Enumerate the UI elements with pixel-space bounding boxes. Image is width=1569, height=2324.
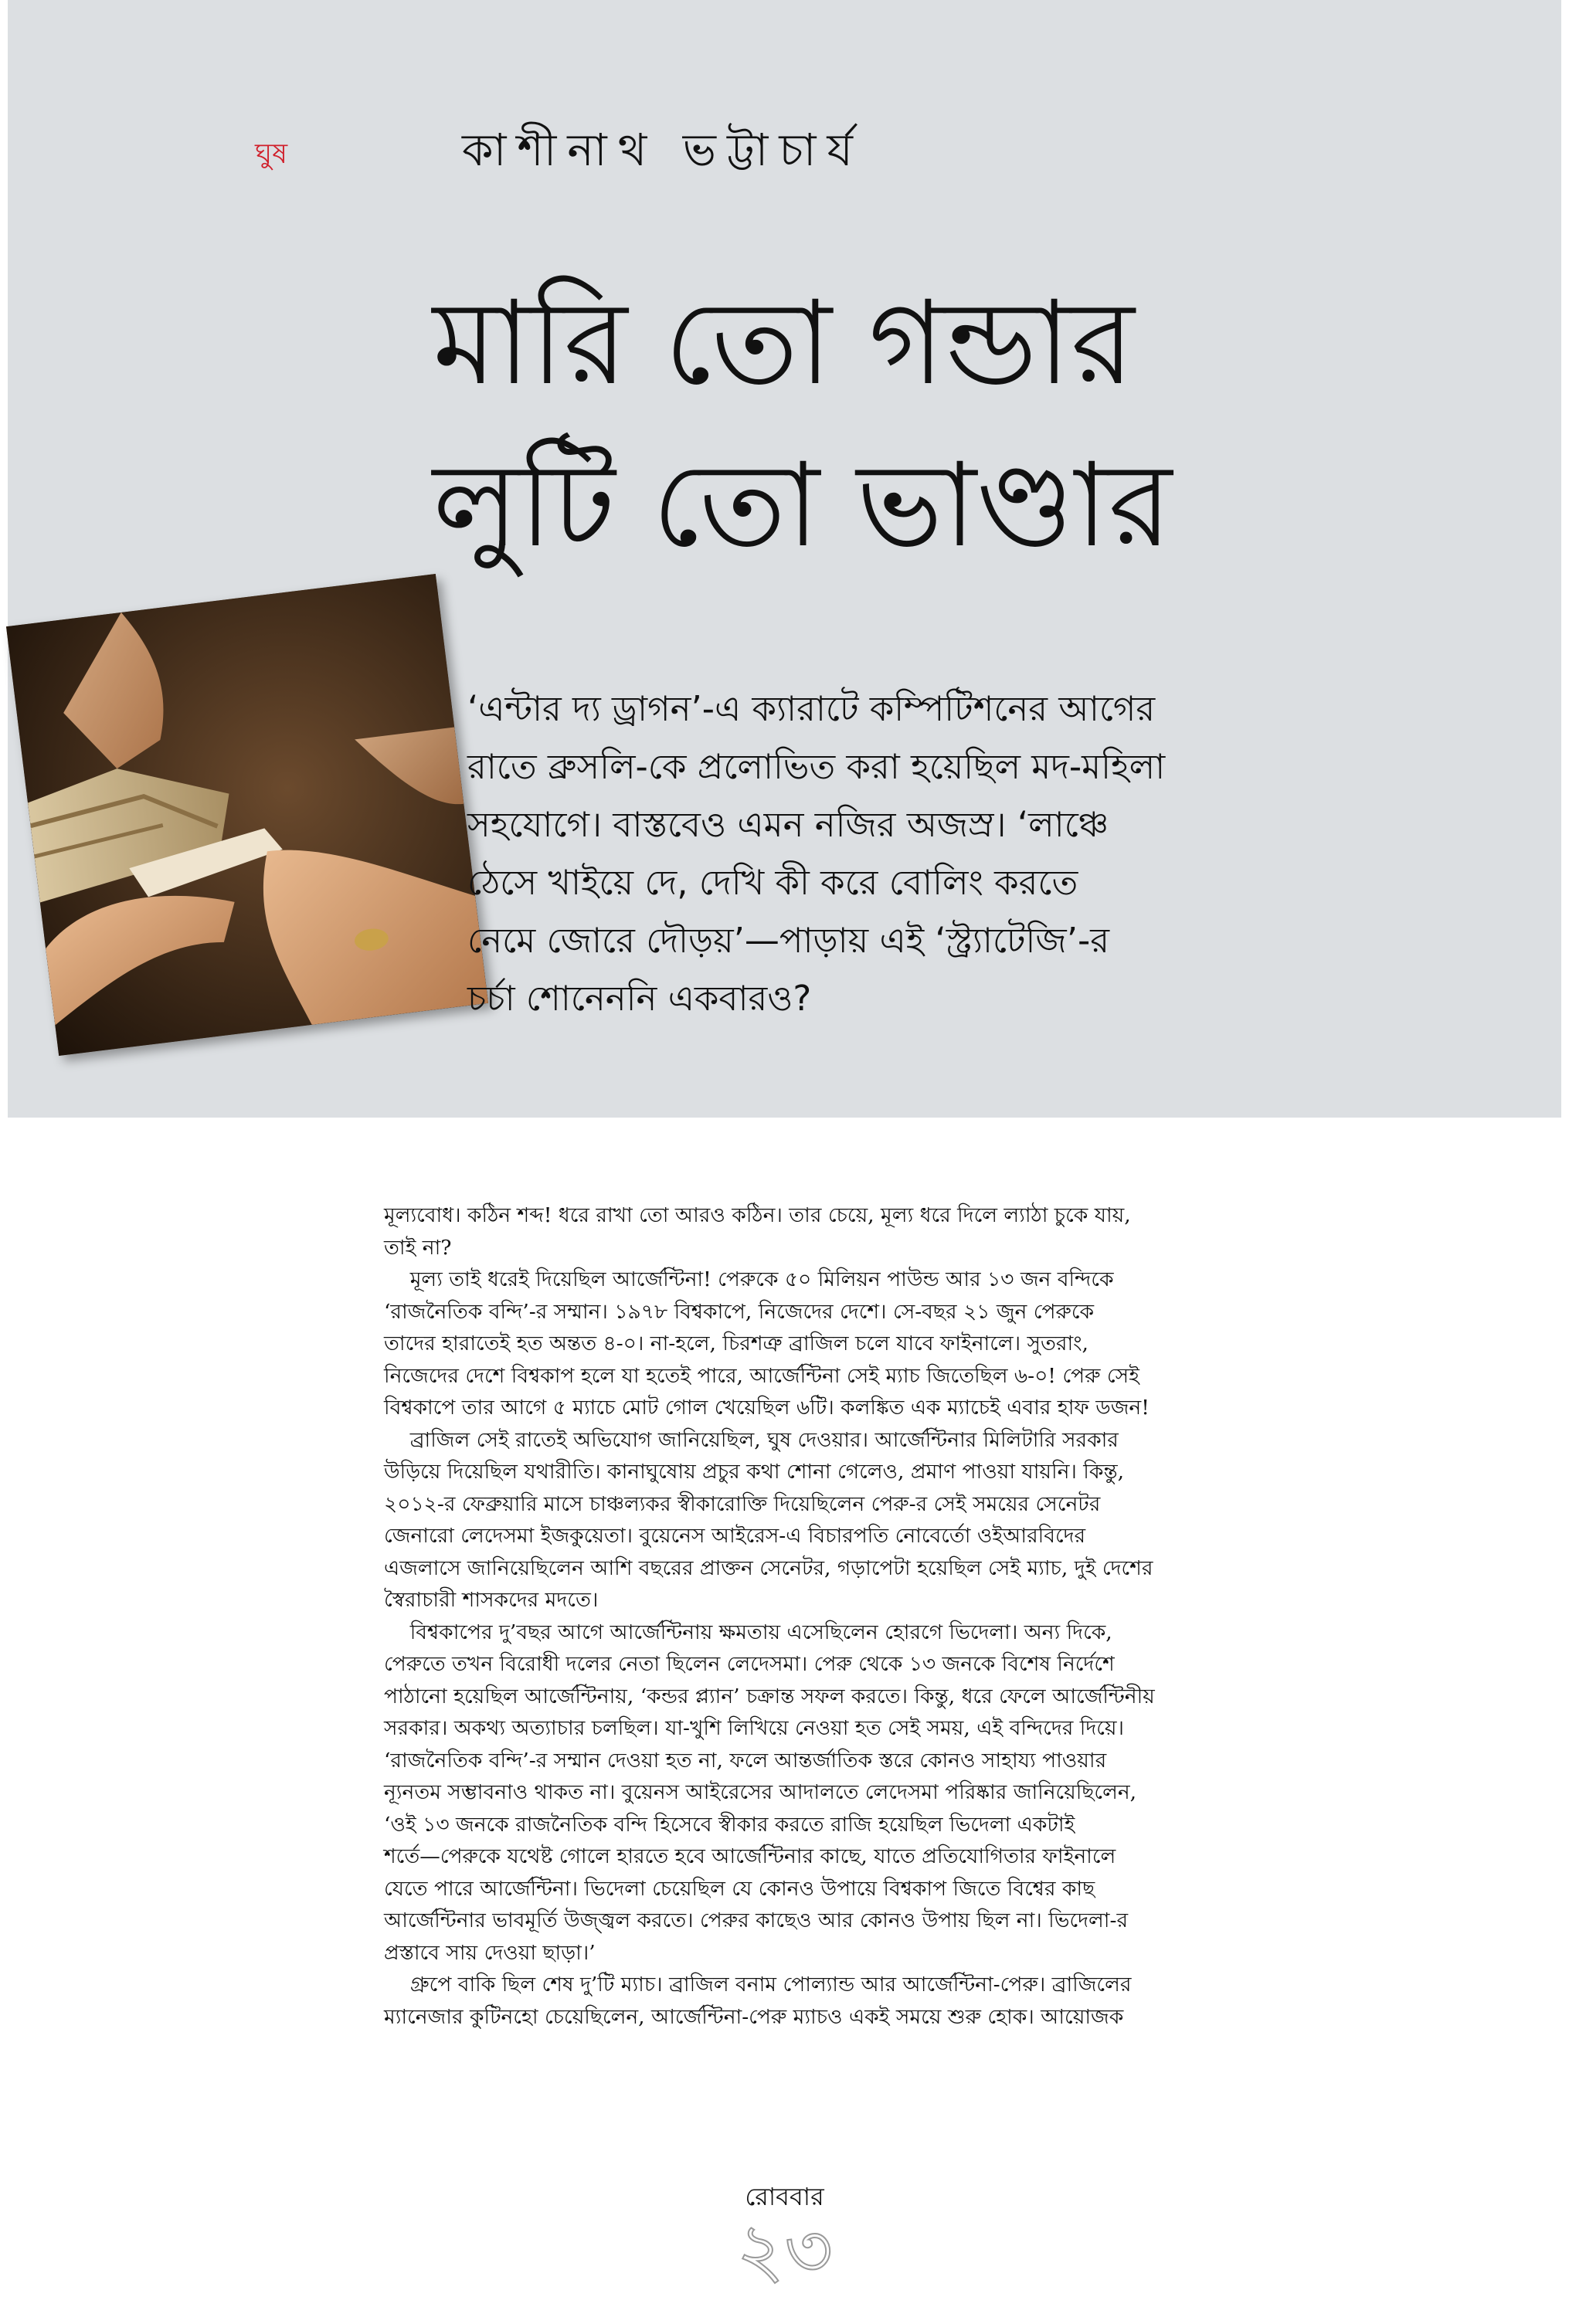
author-name: কাশীনাথ ভট্টাচার্য xyxy=(462,124,864,176)
body-line: এজলাসে জানিয়েছিলেন আশি বছরের প্রাক্তন সেনেটর, গড়াপেটা হয়েছিল সেই ম্যাচ, দুই দেশের xyxy=(384,1556,1153,1580)
headline-line: লুটি তো ভাণ্ডার xyxy=(433,439,1173,573)
standfirst-line: ঠেসে খাইয়ে দে, দেখি কী করে বোলিং করতে xyxy=(467,862,1078,903)
page-number: ২৩ xyxy=(736,2207,833,2294)
body-line: ব্রাজিল সেই রাতেই অভিযোগ জানিয়েছিল, ঘুষ দেওয়ার। আর্জেন্টিনার মিলিটারি সরকার xyxy=(384,1427,1119,1452)
body-line: ‘ওই ১৩ জনকে রাজনৈতিক বন্দি হিসেবে স্বীকার করতে রাজি হয়েছিল ভিদেলা একটাই xyxy=(384,1812,1075,1837)
body-line: স্বৈরাচারী শাসকদের মদতে। xyxy=(384,1588,599,1612)
standfirst-line: চর্চা শোনেননি একবারও? xyxy=(467,978,812,1019)
footer-magazine-name: রোববার xyxy=(745,2182,824,2211)
body-line: যেতে পারে আর্জেন্টিনা। ভিদেলা চেয়েছিল যে কোনও উপায়ে বিশ্বকাপ জিতে বিশ্বের কাছ xyxy=(384,1876,1095,1901)
body-line: আর্জেন্টিনার ভাবমূর্তি উজ্জ্বল করতে। পেরুর কাছেও আর কোনও উপায় ছিল না। ভিদেলা-র xyxy=(384,1908,1129,1932)
standfirst-line: সহযোগে। বাস্তবেও এমন নজির অজস্র। ‘লাঞ্চে xyxy=(467,804,1109,845)
body-line: ‘রাজনৈতিক বন্দি’-র সম্মান। ১৯৭৮ বিশ্বকাপে, নিজেদের দেশে। সে-বছর ২১ জুন পেরুকে xyxy=(384,1299,1095,1324)
body-line: বিশ্বকাপের দু’বছর আগে আর্জেন্টিনায় ক্ষমতায় এসেছিলেন হোরগে ভিদেলা। অন্য দিকে, xyxy=(384,1620,1112,1644)
headline xyxy=(433,263,1437,587)
body-line: উড়িয়ে দিয়েছিল যথারীতি। কানাঘুষোয় প্রচুর কথা শোনা গেলেও, প্রমাণ পাওয়া যায়নি। কিন্তু, xyxy=(384,1460,1125,1484)
body-line: ন্যূনতম সম্ভাবনাও থাকত না। বুয়েনস আইরেসের আদালতে লেদেসমা পরিষ্কার জানিয়েছিলেন, xyxy=(384,1780,1137,1804)
body-line: গ্রুপে বাকি ছিল শেষ দু’টি ম্যাচ। ব্রাজিল বনাম পোল্যান্ড আর আর্জেন্টিনা-পেরু। ব্রাজিলের xyxy=(384,1973,1132,1997)
body-line: ম্যানেজার কুটিনহো চেয়েছিলেন, আর্জেন্টিনা-পেরু ম্যাচও একই সময়ে শুরু হোক। আয়োজক xyxy=(384,2004,1124,2029)
body-line: বিশ্বকাপে তার আগে ৫ ম্যাচে মোট গোল খেয়েছিল ৬টি। কলঙ্কিত এক ম্যাচেই এবার হাফ ডজন! xyxy=(384,1396,1150,1420)
article-body xyxy=(384,1199,1303,2033)
body-line: মূল্য তাই ধরেই দিয়েছিল আর্জেন্টিনা! পেরুকে ৫০ মিলিয়ন পাউন্ড আর ১৩ জন বন্দিকে xyxy=(384,1267,1114,1291)
money-exchange-photo xyxy=(6,574,488,1056)
body-line: জেনারো লেদেসমা ইজকুয়েতা। বুয়েনেস আইরেস-এ বিচারপতি নোবের্তো ওইআরবিদের xyxy=(384,1524,1086,1548)
body-line: তাদের হারাতেই হত অন্তত ৪-০। না-হলে, চিরশত্রু ব্রাজিল চলে যাবে ফাইনালে। সুতরাং, xyxy=(384,1332,1088,1355)
body-line: ২০১২-র ফেব্রুয়ারি মাসে চাঞ্চল্যকর স্বীকারোক্তি দিয়েছিলেন পেরু-র সেই সময়ের সেনেটর xyxy=(384,1491,1101,1516)
body-line: ‘রাজনৈতিক বন্দি’-র সম্মান দেওয়া হত না, ফলে আন্তর্জাতিক স্তরে কোনও সাহায্য পাওয়ার xyxy=(384,1748,1107,1773)
body-line: নিজেদের দেশে বিশ্বকাপ হলে যা হতেই পারে, আর্জেন্টিনা সেই ম্যাচ জিতেছিল ৬-০! পেরু সেই xyxy=(384,1363,1139,1388)
body-line: তাই না? xyxy=(384,1235,452,1260)
standfirst-line: ‘এন্টার দ্য ড্রাগন’-এ ক্যারাটে কম্পিটিশনের আগের xyxy=(467,688,1156,729)
body-line: শর্তে—পেরুকে যথেষ্ট গোলে হারতে হবে আর্জেন্টিনার কাছে, যাতে প্রতিযোগিতার ফাইনালে xyxy=(384,1844,1116,1868)
body-line: মূল্যবোধ। কঠিন শব্দ! ধরে রাখা তো আরও কঠিন। তার চেয়ে, মূল্য ধরে দিলে ল্যাঠা চুকে যায়, xyxy=(384,1203,1131,1227)
body-line: সরকার। অকথ্য অত্যাচার চলছিল। যা-খুশি লিখিয়ে নেওয়া হত সেই সময়, এই বন্দিদের দিয়ে। xyxy=(384,1716,1124,1740)
body-line: পাঠানো হয়েছিল আর্জেন্টিনায়, ‘কন্ডর প্ল্যান’ চক্রান্ত সফল করতে। কিন্তু, ধরে ফেলে আর্জেন্টিনীয় xyxy=(384,1684,1155,1708)
body-line: পেরুতে তখন বিরোধী দলের নেতা ছিলেন লেদেসমা। পেরু থেকে ১৩ জনকে বিশেষ নির্দেশে xyxy=(384,1652,1115,1676)
headline-line: মারি তো গন্ডার xyxy=(433,277,1135,411)
body-line: প্রস্তাবে সায় দেওয়া ছাড়া।’ xyxy=(384,1940,596,1965)
standfirst xyxy=(467,680,1464,1027)
standfirst-line: নেমে জোরে দৌড়য়’—পাড়ায় এই ‘স্ট্র্যাটেজি’-র xyxy=(467,920,1109,961)
section-tag: ঘুষ xyxy=(255,138,288,170)
money-exchange-illustration xyxy=(6,574,488,1056)
standfirst-line: রাতে ব্রুসলি-কে প্রলোভিত করা হয়েছিল মদ-মহিলা xyxy=(467,746,1166,787)
